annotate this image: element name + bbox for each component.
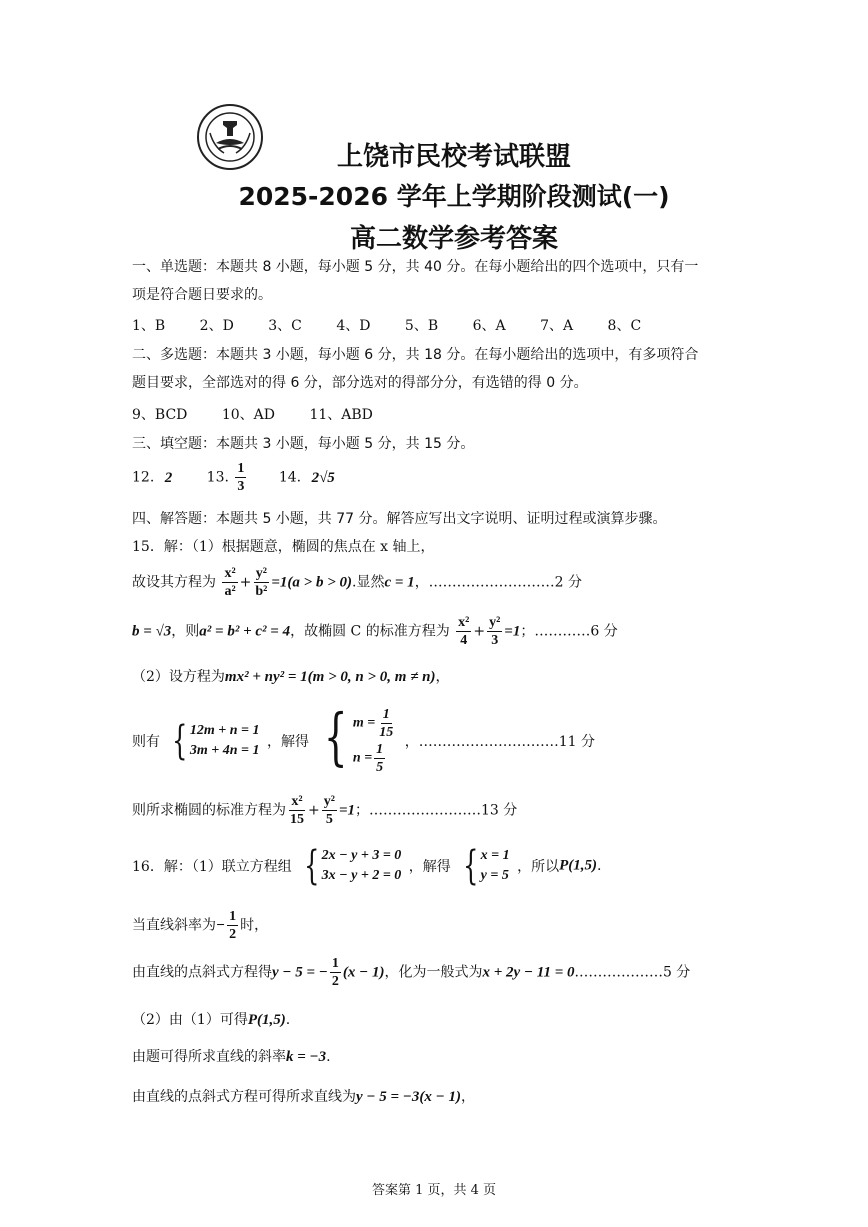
section1-desc-b: 项是符合题日要求的。 bbox=[132, 287, 272, 303]
answer-6: 6、A bbox=[472, 318, 506, 334]
page-footer: 答案第 1 页，共 4 页 bbox=[371, 1183, 497, 1198]
q15-line3: b = √3，则a² = b² + c² = 4，故椭圆 C 的标准方程为 $\frac{\text{x²}}{4}$ + $\frac{\text{y²}}{3}$ =1；…………6 分 bbox=[132, 615, 618, 648]
q16-line5: 由题可得所求直线的斜率k = −3. bbox=[132, 1049, 331, 1065]
q15-line4: （2）设方程为mx² + ny² = 1(m > 0, n > 0, m ≠ n)， bbox=[132, 669, 450, 685]
section1-desc-a: 一、单选题：本题共 8 小题，每小题 5 分，共 40 分。在每小题给出的四个选项中，只有一 bbox=[132, 259, 699, 275]
section3-answers bbox=[132, 460, 335, 495]
q15-line6: 则所求椭圆的标准方程为 $\frac{\text{x²}}{15}$ + $\frac{\text{y²}}{5}$ =1；……………………13 分 bbox=[132, 794, 518, 827]
subject-title: 高二数学参考答案 bbox=[349, 224, 558, 254]
q16-line1: 16．解：（1）联立方程组 { 2x − y + 3 = 0 3x − y + 2 = 0 ，解得 { x = 1 y = 5 ，所以P(1,5). bbox=[132, 843, 602, 889]
q15-line5: 则有 { 12m + n = 1 3m + 4n = 1 ，解得 { m = $\frac{1}{15}$ n = $\frac{1}{5}$ ，…………………………11 分 bbox=[132, 700, 595, 775]
section3-desc: 三、填空题：本题共 3 小题，每小题 5 分，共 15 分。 bbox=[132, 436, 475, 452]
section2-desc-b: 题目要求，全部选对的得 6 分，部分选对的得部分分，有选错的得 0 分。 bbox=[132, 375, 588, 391]
q12-value: 2 bbox=[164, 469, 173, 486]
answer-1: 1、B bbox=[132, 318, 166, 334]
answer-4: 4、D bbox=[336, 318, 371, 334]
frac-x2-15: $\frac{\text{x²}}{15}$ bbox=[290, 794, 304, 827]
frac-x2-4: $\frac{\text{x²}}{4}$ bbox=[458, 615, 470, 648]
q14-label: 14. bbox=[278, 469, 302, 486]
answer-8: 8、C bbox=[607, 318, 642, 334]
q15-line2: 故设其方程为 $\frac{\text{x²}}{\text{a²}}$ + $\frac{\text{y²}}{\text{b²}}$ =1(a > b > 0).显然c = 1，………………………2 分 bbox=[132, 566, 583, 599]
org-title: 上饶市民校考试联盟 bbox=[336, 142, 571, 172]
section1-answers bbox=[132, 315, 671, 335]
answer-9: 9、BCD bbox=[132, 407, 188, 423]
solution-system: { m = $\frac{1}{15}$ n = $\frac{1}{5}$ bbox=[324, 700, 394, 775]
frac-y2-3: $\frac{\text{y²}}{3}$ bbox=[489, 615, 501, 648]
q14-value: 2√5 bbox=[311, 469, 335, 486]
answer-2: 2、D bbox=[199, 318, 234, 334]
q13-label: 13. bbox=[206, 469, 229, 486]
equation-system: { 12m + n = 1 3m + 4n = 1 bbox=[172, 718, 260, 764]
frac-y2-b2: $\frac{\text{y²}}{\text{b²}}$ bbox=[255, 566, 268, 599]
q16-line4: （2）由（1）可得P(1,5). bbox=[132, 1012, 291, 1028]
q16-line6: 由直线的点斜式方程可得所求直线为y − 5 = −3(x − 1)， bbox=[132, 1089, 475, 1105]
answer-5: 5、B bbox=[404, 318, 439, 334]
answer-10: 10、AD bbox=[221, 407, 276, 423]
section4-desc: 四、解答题：本题共 5 小题，共 77 分。解答应写出文字说明、证明过程或演算步骤。 bbox=[132, 511, 667, 527]
q16-line3: 由直线的点斜式方程得y − 5 = − $\frac{1}{2}$ (x − 1)，化为一般式为x + 2y − 11 = 0.………………5 分 bbox=[132, 956, 691, 989]
frac-x2-a2: $\frac{\text{x²}}{\text{a²}}$ bbox=[224, 566, 236, 599]
answer-3: 3、C bbox=[268, 318, 302, 334]
exam-title: 2025-2026 学年上学期阶段测试(一) bbox=[238, 182, 670, 211]
section2-answers bbox=[132, 404, 403, 424]
frac-y2-5: $\frac{\text{y²}}{5}$ bbox=[323, 794, 335, 827]
answer-7: 7、A bbox=[540, 318, 574, 334]
q15-line1: 15．解：（1）根据题意，椭圆的焦点在 x 轴上， bbox=[132, 539, 435, 555]
q16-line2: 当直线斜率为− $\frac{1}{2}$ 时， bbox=[132, 909, 269, 942]
section2-desc-a: 二、多选题：本题共 3 小题，每小题 6 分，共 18 分。在每小题给出的选项中，有多项符合 bbox=[132, 347, 699, 363]
answer-11: 11、ABD bbox=[309, 407, 373, 423]
q13-fraction: $\frac{1}{3}$ bbox=[237, 461, 245, 494]
q12-label: 12. bbox=[132, 469, 155, 486]
